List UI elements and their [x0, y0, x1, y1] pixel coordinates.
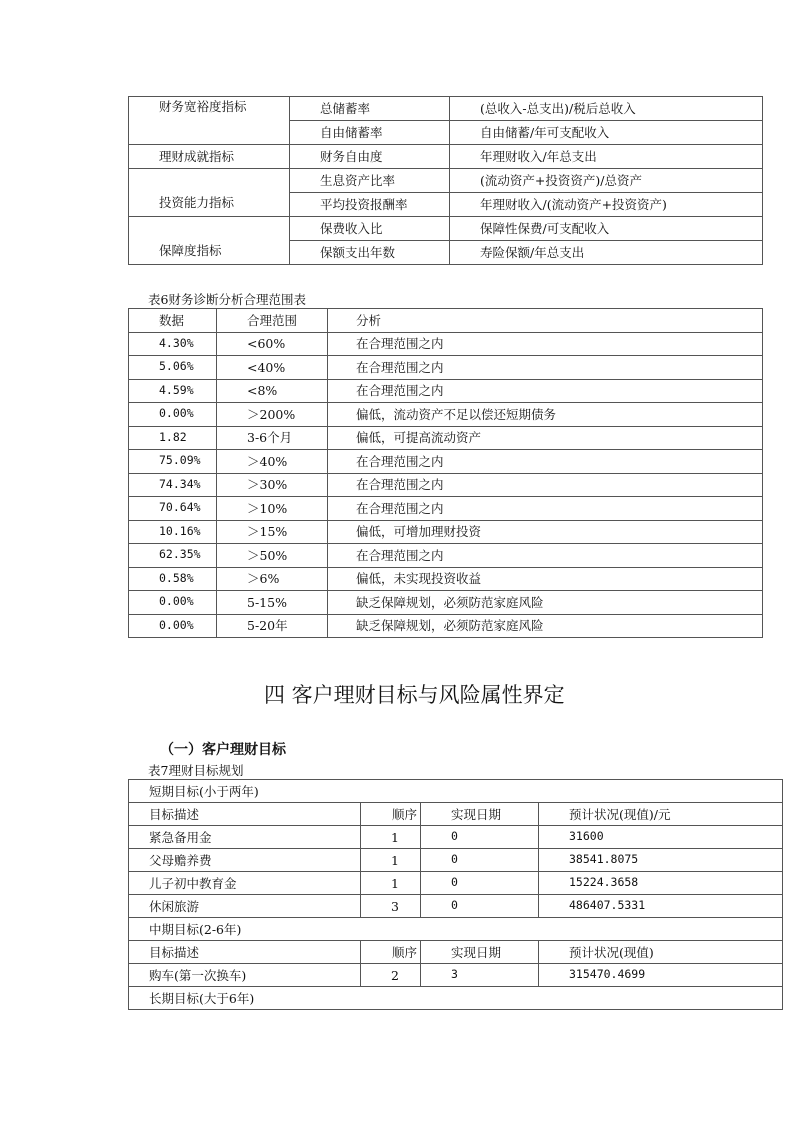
- table6-range-cell: 5-15%: [217, 591, 328, 615]
- table6-row: [129, 544, 763, 568]
- mid-term-body: [129, 964, 783, 987]
- table6-analysis-cell: 偏低，未实现投资收益: [328, 567, 763, 591]
- table6-row: [129, 497, 763, 521]
- short-term-header-row: [129, 803, 783, 826]
- table6-value-cell: 4.30%: [129, 332, 217, 356]
- indicator-formula-cell: 自由储蓄/年可支配收入: [450, 121, 763, 145]
- goal-order-cell: 1: [361, 826, 421, 849]
- indicator-group-cell: 保障度指标: [129, 217, 290, 265]
- indicator-name-cell: 保费收入比: [290, 217, 450, 241]
- table6-analysis-cell: 在合理范围之内: [328, 356, 763, 380]
- goal-estimate-cell: 38541.8075: [539, 849, 783, 872]
- table6-value-cell: 4.59%: [129, 379, 217, 403]
- table6-row: [129, 356, 763, 380]
- indicator-name-cell: 平均投资报酬率: [290, 193, 450, 217]
- indicator-formula-cell: 年理财收入/年总支出: [450, 145, 763, 169]
- mid-term-label: 中期目标(2-6年): [129, 918, 783, 941]
- table6-value-cell: 74.34%: [129, 473, 217, 497]
- table6-row: [129, 520, 763, 544]
- table6-analysis-cell: 在合理范围之内: [328, 450, 763, 474]
- goal-row: [129, 964, 783, 987]
- table6-value-cell: 0.00%: [129, 614, 217, 638]
- table6-row: [129, 403, 763, 427]
- table6-range-cell: ＞6%: [217, 567, 328, 591]
- table6-value-cell: 5.06%: [129, 356, 217, 380]
- header-cell: 目标描述: [129, 803, 361, 826]
- table6-value-cell: 10.16%: [129, 520, 217, 544]
- table6-value-cell: 0.00%: [129, 591, 217, 615]
- table6-analysis-cell: 偏低，流动资产不足以偿还短期债务: [328, 403, 763, 427]
- table6-analysis-cell: 偏低，可提高流动资产: [328, 426, 763, 450]
- table6-range-cell: ＞10%: [217, 497, 328, 521]
- indicator-name-cell: 总储蓄率: [290, 97, 450, 121]
- table6-range-cell: 3-6个月: [217, 426, 328, 450]
- goal-order-cell: 1: [361, 872, 421, 895]
- table6-analysis-cell: 在合理范围之内: [328, 473, 763, 497]
- table6-row: [129, 426, 763, 450]
- table6-row: [129, 614, 763, 638]
- long-term-label: 长期目标(大于6年): [129, 987, 783, 1010]
- table6-row: [129, 591, 763, 615]
- table6-range-cell: <8%: [217, 379, 328, 403]
- goal-description-cell: 父母赡养费: [129, 849, 361, 872]
- table6-range-cell: <60%: [217, 332, 328, 356]
- table6-row: [129, 473, 763, 497]
- table6-value-cell: 75.09%: [129, 450, 217, 474]
- table6-analysis-cell: 在合理范围之内: [328, 497, 763, 521]
- goal-date-cell: 0: [421, 895, 539, 918]
- goal-estimate-cell: 15224.3658: [539, 872, 783, 895]
- indicator-name-cell: 财务自由度: [290, 145, 450, 169]
- indicator-name-cell: 生息资产比率: [290, 169, 450, 193]
- table7-caption: 表7理财目标规划: [148, 763, 244, 778]
- goal-estimate-cell: 486407.5331: [539, 895, 783, 918]
- table6-row: [129, 379, 763, 403]
- table6-row: [129, 567, 763, 591]
- goal-row: [129, 895, 783, 918]
- mid-term-header-row: [129, 941, 783, 964]
- table6-row: [129, 450, 763, 474]
- goal-date-cell: 0: [421, 849, 539, 872]
- table6-range-cell: ＞50%: [217, 544, 328, 568]
- goal-date-cell: 3: [421, 964, 539, 987]
- indicator-formula-cell: 年理财收入/(流动资产+投资资产): [450, 193, 763, 217]
- goal-date-cell: 0: [421, 872, 539, 895]
- table6-range-cell: <40%: [217, 356, 328, 380]
- goal-date-cell: 0: [421, 826, 539, 849]
- table6-value-cell: 62.35%: [129, 544, 217, 568]
- goal-order-cell: 3: [361, 895, 421, 918]
- table6-range-cell: ＞15%: [217, 520, 328, 544]
- section-subtitle: （一）客户理财目标: [160, 742, 286, 758]
- table6-value-cell: 0.58%: [129, 567, 217, 591]
- table7: [128, 779, 783, 1010]
- table6-analysis-cell: 偏低，可增加理财投资: [328, 520, 763, 544]
- indicator-group-cell: 财务宽裕度指标: [129, 97, 290, 145]
- table6-range-cell: ＞40%: [217, 450, 328, 474]
- table6-analysis-cell: 在合理范围之内: [328, 332, 763, 356]
- table6-analysis-cell: 缺乏保障规划，必须防范家庭风险: [328, 591, 763, 615]
- section-title: 四 客户理财目标与风险属性界定: [264, 683, 565, 707]
- indicator-table: [128, 96, 763, 265]
- table6-analysis-cell: 缺乏保障规划，必须防范家庭风险: [328, 614, 763, 638]
- header-cell: 预计状况(现值): [539, 941, 783, 964]
- table6-header-cell: 合理范围: [217, 309, 328, 333]
- table6-range-cell: ＞200%: [217, 403, 328, 427]
- short-term-body: [129, 826, 783, 918]
- indicator-formula-cell: (总收入-总支出)/税后总收入: [450, 97, 763, 121]
- indicator-group-cell: 投资能力指标: [129, 169, 290, 217]
- goal-description-cell: 儿子初中教育金: [129, 872, 361, 895]
- indicator-formula-cell: 保障性保费/可支配收入: [450, 217, 763, 241]
- goal-row: [129, 849, 783, 872]
- goal-estimate-cell: 315470.4699: [539, 964, 783, 987]
- short-term-label: 短期目标(小于两年): [129, 780, 783, 803]
- table6-row: [129, 332, 763, 356]
- table6: [128, 308, 763, 638]
- goal-order-cell: 1: [361, 849, 421, 872]
- header-cell: 顺序: [361, 803, 421, 826]
- table6-caption: 表6财务诊断分析合理范围表: [148, 292, 306, 307]
- table6-range-cell: 5-20年: [217, 614, 328, 638]
- table6-header-row: [129, 309, 763, 333]
- table6-value-cell: 70.64%: [129, 497, 217, 521]
- goal-description-cell: 休闲旅游: [129, 895, 361, 918]
- table6-analysis-cell: 在合理范围之内: [328, 379, 763, 403]
- indicator-group-cell: 理财成就指标: [129, 145, 290, 169]
- goal-description-cell: 紧急备用金: [129, 826, 361, 849]
- header-cell: 预计状况(现值)/元: [539, 803, 783, 826]
- table6-value-cell: 0.00%: [129, 403, 217, 427]
- table6-header-cell: 分析: [328, 309, 763, 333]
- header-cell: 实现日期: [421, 803, 539, 826]
- table6-value-cell: 1.82: [129, 426, 217, 450]
- table6-body: [129, 332, 763, 638]
- table6-analysis-cell: 在合理范围之内: [328, 544, 763, 568]
- header-cell: 目标描述: [129, 941, 361, 964]
- goal-row: [129, 872, 783, 895]
- goal-row: [129, 826, 783, 849]
- indicator-formula-cell: 寿险保额/年总支出: [450, 241, 763, 265]
- header-cell: 实现日期: [421, 941, 539, 964]
- indicator-name-cell: 保额支出年数: [290, 241, 450, 265]
- goal-estimate-cell: 31600: [539, 826, 783, 849]
- table6-header-cell: 数据: [129, 309, 217, 333]
- indicator-name-cell: 自由储蓄率: [290, 121, 450, 145]
- header-cell: 顺序: [361, 941, 421, 964]
- indicator-formula-cell: (流动资产+投资资产)/总资产: [450, 169, 763, 193]
- table6-range-cell: ＞30%: [217, 473, 328, 497]
- goal-order-cell: 2: [361, 964, 421, 987]
- goal-description-cell: 购车(第一次换车): [129, 964, 361, 987]
